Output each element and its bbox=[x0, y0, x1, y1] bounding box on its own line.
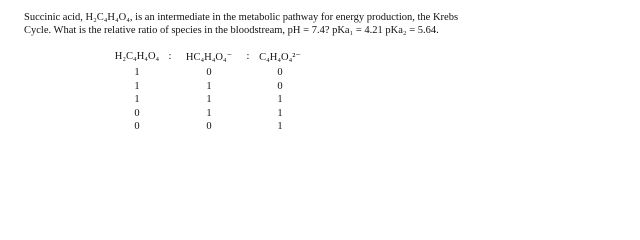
table-cell: 0 bbox=[277, 80, 283, 92]
table-row bbox=[112, 80, 304, 94]
table-row bbox=[112, 93, 304, 107]
table-cell: 0 bbox=[206, 121, 212, 133]
table-header-row bbox=[112, 51, 304, 66]
table-cell: 0 bbox=[277, 67, 283, 79]
table-cell: 1 bbox=[277, 121, 283, 133]
table-cell: 0 bbox=[134, 107, 140, 119]
header-hc4h4o4-minus: HC₄H₄O₄⁻ bbox=[185, 52, 233, 63]
table-cell: 1 bbox=[134, 67, 140, 79]
table-cell: 1 bbox=[277, 107, 283, 119]
table-row bbox=[112, 66, 304, 80]
table-cell: 1 bbox=[206, 94, 212, 106]
header-c4h4o4-2minus: C₄H₄O₄²⁻ bbox=[259, 52, 301, 63]
table-cell: 1 bbox=[277, 94, 283, 106]
table-cell: 1 bbox=[206, 107, 212, 119]
ratio-options-table bbox=[112, 51, 304, 134]
question-line-1: Succinic acid, H₂C₄H₄O₄, is an intermediate in the metabolic pathway for energy production, the Krebs bbox=[24, 12, 459, 23]
header-separator: : bbox=[168, 51, 172, 62]
header-separator: : bbox=[246, 51, 250, 62]
question-text bbox=[24, 12, 624, 37]
question-line-2: Cycle. What is the relative ratio of species in the bloodstream, pH = 7.4? pKa₁ = 4.21 pKa₂ = 5.64. bbox=[24, 24, 439, 36]
header-h2c4h4o4: H₂C₄H₄O₄ bbox=[114, 51, 160, 62]
table-cell: 1 bbox=[206, 80, 212, 92]
table-cell: 0 bbox=[134, 121, 140, 133]
table-cell: 0 bbox=[206, 67, 212, 79]
table-row bbox=[112, 107, 304, 121]
table-cell: 1 bbox=[134, 80, 140, 92]
table-cell: 1 bbox=[134, 94, 140, 106]
table-row bbox=[112, 120, 304, 134]
